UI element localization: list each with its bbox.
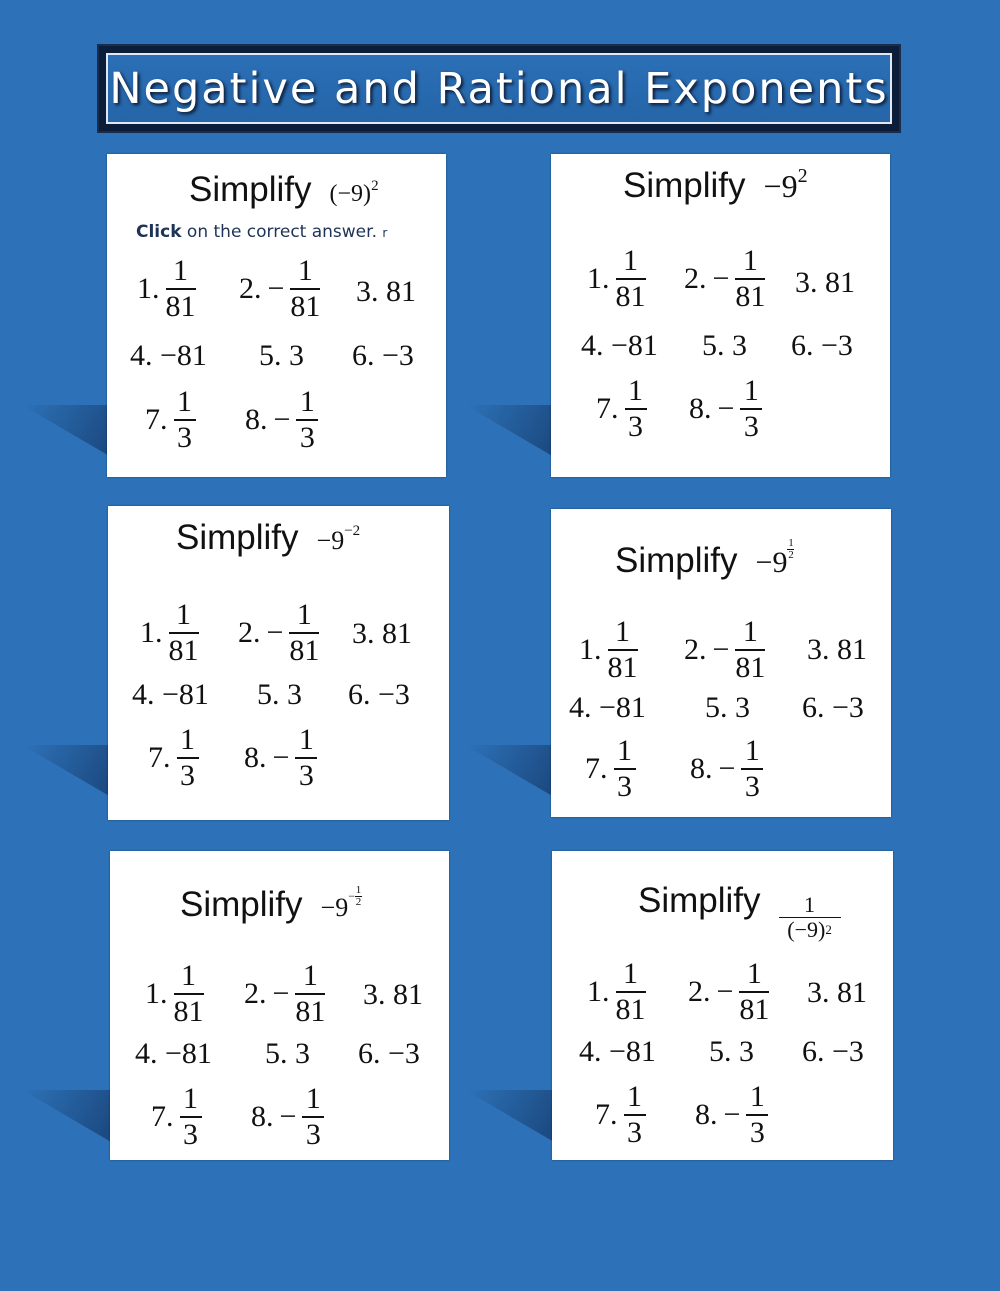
answer-choice-4[interactable]: 4. −81 [130,339,207,372]
answer-choice-1[interactable]: 1. $\frac{1}{81}$ [140,598,199,667]
answer-choice-6[interactable]: 6. −3 [791,329,853,362]
answer-choice-3[interactable]: 3. 81 [807,976,867,1009]
answer-choice-3[interactable]: 3. 81 [352,617,412,650]
answer-choice-5[interactable]: 5. 3 [265,1037,310,1070]
answer-choice-1[interactable]: 1. $\frac{1}{81}$ [137,254,196,323]
expression: −9 − 1 2 [320,884,362,922]
answer-choice-5[interactable]: 5. 3 [702,329,747,362]
answer-choice-7[interactable]: 7. $\frac{1}{3}$ [145,387,196,453]
answer-choice-8[interactable]: 8. − $\frac{1}{3}$ [689,376,762,442]
question-card-6 [552,851,893,1160]
answer-choice-8[interactable]: 8. − $\frac{1}{3}$ [245,387,318,453]
simplify-label: Simplify [180,885,303,924]
expression: −9 −2 [316,523,361,555]
answer-choice-3[interactable]: 3. 81 [363,978,423,1011]
answer-choice-4[interactable]: 4. −81 [569,691,646,724]
answer-choice-6[interactable]: 6. −3 [352,339,414,372]
answer-choice-2[interactable]: 2. − $\frac{1}{81}$ [239,254,321,323]
answer-choice-4[interactable]: 4. −81 [132,678,209,711]
answer-choice-3[interactable]: 3. 81 [356,275,416,308]
answer-choice-7[interactable]: 7. $\frac{1}{3}$ [585,736,636,802]
question-heading [180,885,362,925]
page-title: Negative and Rational Exponents [109,63,889,114]
answer-choice-4[interactable]: 4. −81 [581,329,658,362]
answer-choice-7[interactable]: 7. $\frac{1}{3}$ [596,376,647,442]
question-card-4 [551,509,891,817]
question-heading [615,537,794,581]
answer-choice-2[interactable]: 2. − $\frac{1}{81}$ [244,959,326,1028]
answer-choice-5[interactable]: 5. 3 [705,691,750,724]
question-card-3 [108,506,449,820]
answer-choice-7[interactable]: 7. $\frac{1}{3}$ [148,725,199,791]
answer-choice-2[interactable]: 2. − $\frac{1}{81}$ [688,957,770,1026]
answer-choice-1[interactable]: 1. $\frac{1}{81}$ [579,615,638,684]
question-card-5 [110,851,449,1160]
answer-choice-3[interactable]: 3. 81 [807,633,867,666]
answer-choice-6[interactable]: 6. −3 [802,691,864,724]
question-heading [189,170,379,210]
title-banner-inner [106,53,892,124]
expression: −9 1 2 [755,537,794,579]
answer-choice-8[interactable]: 8. − $\frac{1}{3}$ [695,1082,768,1148]
question-heading [638,881,841,942]
answer-choice-8[interactable]: 8. − $\frac{1}{3}$ [244,725,317,791]
question-heading [623,166,808,206]
answer-choice-5[interactable]: 5. 3 [257,678,302,711]
simplify-label: Simplify [623,166,746,205]
answer-choice-6[interactable]: 6. −3 [348,678,410,711]
simplify-label: Simplify [638,881,761,920]
answer-choice-8[interactable]: 8. − $\frac{1}{3}$ [251,1084,324,1150]
answer-choice-4[interactable]: 4. −81 [135,1037,212,1070]
expression: −9 2 [763,165,808,204]
answer-choice-7[interactable]: 7. $\frac{1}{3}$ [151,1084,202,1150]
simplify-label: Simplify [189,170,312,209]
title-banner [97,44,901,133]
answer-choice-5[interactable]: 5. 3 [259,339,304,372]
answer-choice-2[interactable]: 2. − $\frac{1}{81}$ [238,598,320,667]
answer-choice-4[interactable]: 4. −81 [579,1035,656,1068]
simplify-label: Simplify [615,541,738,580]
expression: (−9) 2 [329,178,379,207]
question-card-2 [551,154,890,477]
expression: 1 $(-9)^2$ [779,911,841,942]
answer-choice-2[interactable]: 2. − $\frac{1}{81}$ [684,244,766,313]
answer-choice-1[interactable]: 1. $\frac{1}{81}$ [587,244,646,313]
answer-choice-8[interactable]: 8. − $\frac{1}{3}$ [690,736,763,802]
question-heading [176,518,360,558]
answer-choice-2[interactable]: 2. − $\frac{1}{81}$ [684,615,766,684]
simplify-label: Simplify [176,518,299,557]
answer-choice-1[interactable]: 1. $\frac{1}{81}$ [145,959,204,1028]
answer-choice-6[interactable]: 6. −3 [802,1035,864,1068]
answer-choice-1[interactable]: 1. $\frac{1}{81}$ [587,957,646,1026]
answer-choice-6[interactable]: 6. −3 [358,1037,420,1070]
answer-choice-7[interactable]: 7. $\frac{1}{3}$ [595,1082,646,1148]
answer-choice-5[interactable]: 5. 3 [709,1035,754,1068]
instruction-text: Click on the correct answer. r [124,220,395,246]
answer-choice-3[interactable]: 3. 81 [795,266,855,299]
question-card-1 [107,154,446,477]
